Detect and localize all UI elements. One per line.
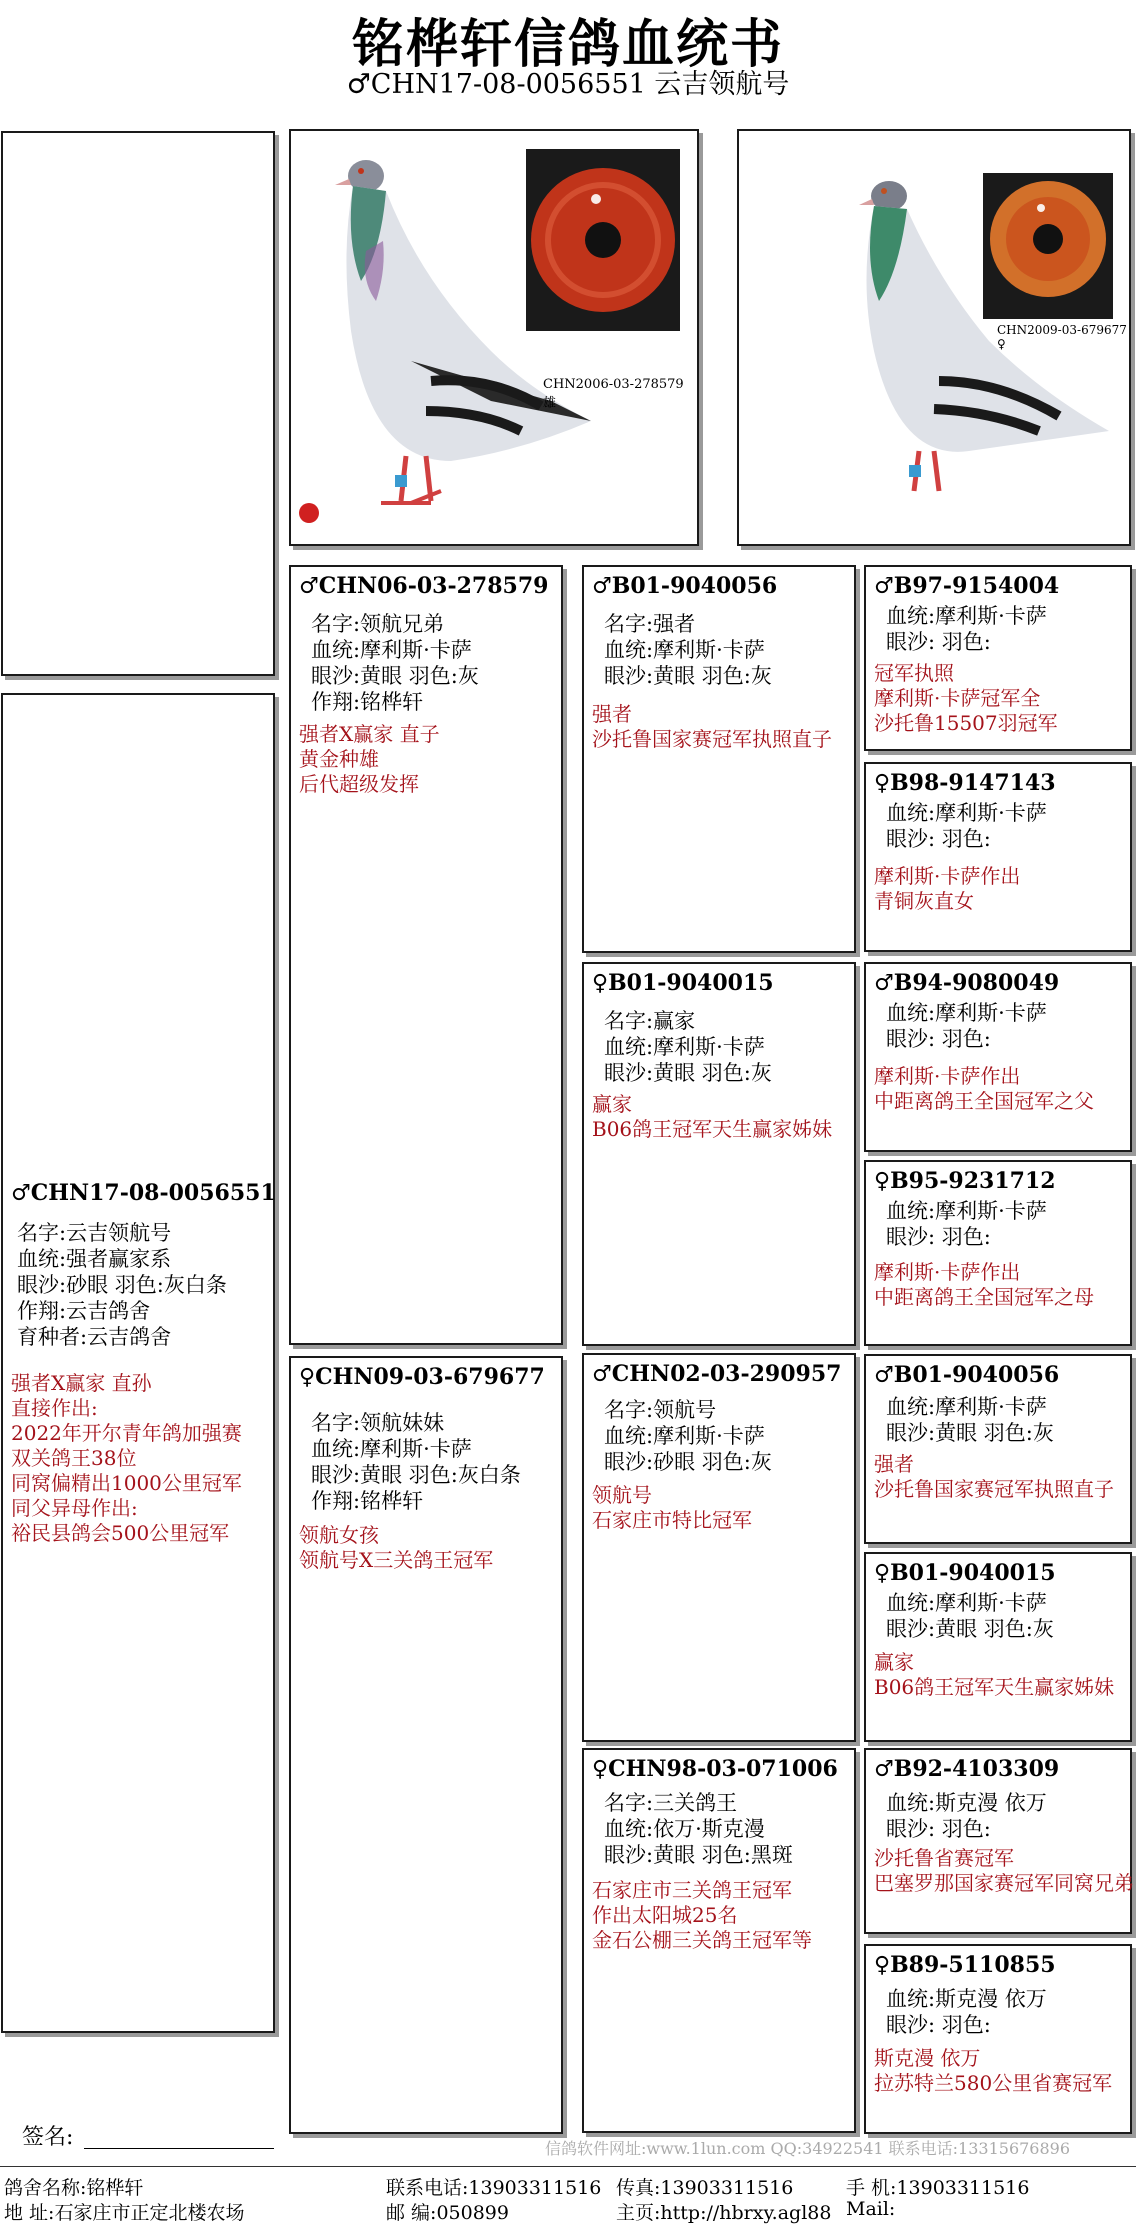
grandparent-box: ♂B01-9040056 名字:强者 血统:摩利斯·卡萨 眼沙:黄眼 羽色:灰 强者 沙托鲁国家赛冠军执照直子 bbox=[582, 565, 856, 953]
fax: 传真:13903311516 bbox=[616, 2177, 794, 2199]
subject-ring: ♂CHN17-08-0056551 bbox=[11, 1180, 276, 1206]
eye-image bbox=[983, 173, 1113, 319]
subject-details: 名字:云吉领航号 血统:强者赢家系 眼沙:砂眼 羽色:灰白条 作翔:云吉鸽舍 育种者:云吉鸽舍 bbox=[17, 1221, 227, 1349]
grandparent-box: ♂CHN02-03-290957 名字:领航号 血统:摩利斯·卡萨 眼沙:砂眼 羽色:灰 领航号 石家庄市特比冠军 bbox=[582, 1353, 856, 1742]
footer-divider bbox=[0, 2166, 1136, 2167]
phone: 联系电话:13903311516 bbox=[386, 2177, 602, 2199]
sire-notes: 强者X赢家 直子 黄金种雄 后代超级发挥 bbox=[299, 722, 440, 796]
dam-photo-caption: CHN2009-03-679677 ♀ bbox=[997, 323, 1127, 351]
great-grandparent-box: ♂B97-9154004 血统:摩利斯·卡萨 眼沙: 羽色: 冠军执照 摩利斯·卡萨冠军全 沙托鲁15507羽冠军 bbox=[864, 565, 1132, 751]
mobile: 手 机:13903311516 bbox=[846, 2177, 1030, 2199]
page-title: 铭桦轩信鸽血统书 bbox=[351, 14, 784, 75]
page-subtitle: ♂CHN17-08-0056551 云吉领航号 bbox=[346, 69, 790, 100]
signature-label: 签名: bbox=[22, 2125, 74, 2150]
great-grandparent-box: ♀B98-9147143 血统:摩利斯·卡萨 眼沙: 羽色: 摩利斯·卡萨作出 青铜灰直女 bbox=[864, 762, 1132, 952]
grandparent-box: ♀CHN98-03-071006 名字:三关鸽王 血统:依万·斯克漫 眼沙:黄眼 羽色:黑斑 石家庄市三关鸽王冠军 作出太阳城25名 金石公棚三关鸽王冠军等 bbox=[582, 1748, 856, 2133]
watermark: 信鸽软件网址:www.1lun.com QQ:34922541 联系电话:13315676896 bbox=[545, 2139, 1071, 2158]
great-grandparent-box: ♂B01-9040056 血统:摩利斯·卡萨 眼沙:黄眼 羽色:灰 强者 沙托鲁国家赛冠军执照直子 bbox=[864, 1354, 1132, 1544]
dam-notes: 领航女孩 领航号X三关鸽王冠军 bbox=[299, 1523, 494, 1572]
email: Mail: bbox=[846, 2198, 896, 2220]
dam-details: 名字:领航妹妹 血统:摩利斯·卡萨 眼沙:黄眼 羽色:灰白条 作翔:铭桦轩 bbox=[311, 1411, 521, 1513]
great-grandparent-box: ♀B89-5110855 血统:斯克漫 依万 眼沙: 羽色: 斯克漫 依万 拉苏特兰580公里省赛冠军 bbox=[864, 1944, 1132, 2134]
dam-photo-panel bbox=[737, 129, 1131, 546]
brand-logo bbox=[299, 503, 319, 523]
sire-box bbox=[289, 565, 563, 1345]
subject-photo-frame bbox=[1, 131, 275, 676]
great-grandparent-box: ♀B01-9040015 血统:摩利斯·卡萨 眼沙:黄眼 羽色:灰 赢家 B06鸽王冠军天生赢家姊妹 bbox=[864, 1552, 1132, 1742]
sire-ring: ♂CHN06-03-278579 bbox=[299, 573, 549, 599]
eye-image bbox=[526, 149, 680, 331]
sire-photo-panel bbox=[289, 129, 699, 546]
postcode: 邮 编:050899 bbox=[386, 2202, 509, 2224]
signature-line[interactable] bbox=[84, 2148, 274, 2149]
dam-ring: ♀CHN09-03-679677 bbox=[299, 1364, 545, 1390]
grandparent-box: ♀B01-9040015 名字:赢家 血统:摩利斯·卡萨 眼沙:黄眼 羽色:灰 赢家 B06鸽王冠军天生赢家姊妹 bbox=[582, 962, 856, 1346]
subject-box bbox=[1, 693, 275, 2033]
loft-name: 鸽舍名称:铭桦轩 bbox=[4, 2177, 144, 2199]
subject-notes: 强者X赢家 直孙 直接作出: 2022年开尔青年鸽加强赛 双关鸽王38位 同窝偏精出1000公里冠军 同父异母作出: 裕民县鸽会500公里冠军 bbox=[11, 1371, 242, 1545]
sire-photo-caption: CHN2006-03-278579 雄 bbox=[543, 377, 684, 411]
sire-details: 名字:领航兄弟 血统:摩利斯·卡萨 眼沙:黄眼 羽色:灰 作翔:铭桦轩 bbox=[311, 612, 479, 714]
great-grandparent-box: ♂B94-9080049 血统:摩利斯·卡萨 眼沙: 羽色: 摩利斯·卡萨作出 中距离鸽王全国冠军之父 bbox=[864, 962, 1132, 1152]
homepage-link[interactable]: 主页:http://hbrxy.agl88 bbox=[616, 2202, 832, 2224]
great-grandparent-box: ♂B92-4103309 血统:斯克漫 依万 眼沙: 羽色: 沙托鲁省赛冠军 巴塞罗那国家赛冠军同窝兄弟 bbox=[864, 1748, 1132, 1934]
dam-box bbox=[289, 1356, 563, 2134]
address: 地 址:石家庄市正定北楼农场 bbox=[4, 2202, 245, 2224]
great-grandparent-box: ♀B95-9231712 血统:摩利斯·卡萨 眼沙: 羽色: 摩利斯·卡萨作出 中距离鸽王全国冠军之母 bbox=[864, 1160, 1132, 1346]
